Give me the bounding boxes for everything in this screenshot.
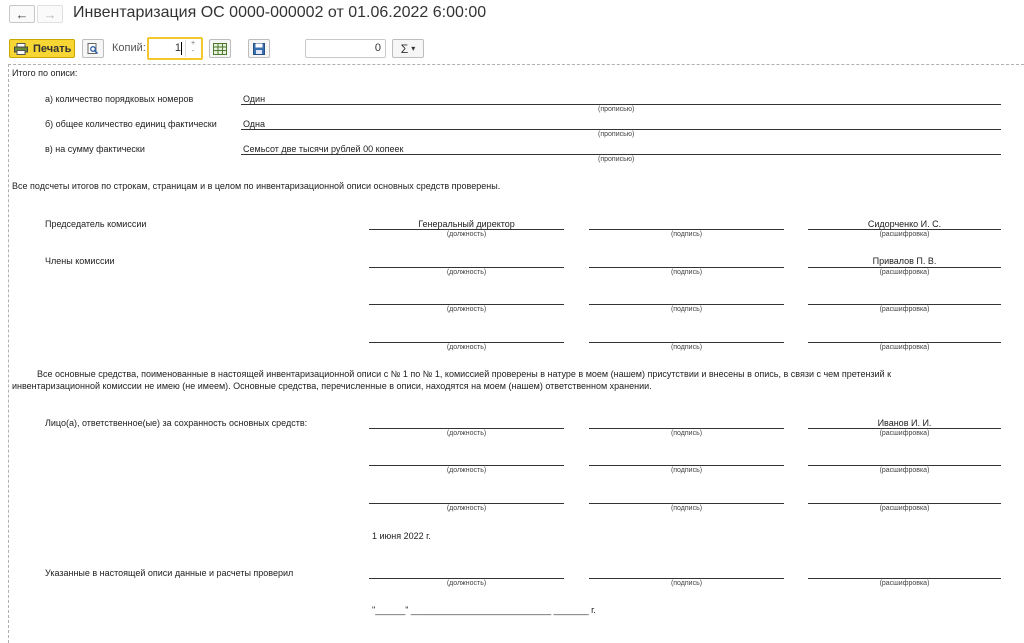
signature-line bbox=[589, 465, 784, 466]
position-caption: (должность) bbox=[446, 269, 487, 276]
signature-caption: (подпись) bbox=[670, 430, 703, 437]
print-button-label: Печать bbox=[33, 42, 72, 55]
save-button[interactable] bbox=[248, 39, 270, 58]
window-title: Инвентаризация ОС 0000-000002 от 01.06.2022 6:00:00 bbox=[73, 4, 487, 21]
document-area bbox=[8, 64, 1024, 643]
decoding-caption: (расшифровка) bbox=[879, 344, 930, 351]
copies-stepper[interactable] bbox=[185, 40, 200, 57]
row-b-caption: (прописью) bbox=[598, 131, 635, 138]
member-1-name: Привалов П. В. bbox=[872, 256, 937, 266]
row-c-line bbox=[241, 154, 1001, 155]
responsible-name: Иванов И. И. bbox=[877, 418, 932, 428]
decoding-line bbox=[808, 465, 1001, 466]
signature-line bbox=[589, 342, 784, 343]
signature-caption: (подпись) bbox=[670, 344, 703, 351]
signature-line bbox=[589, 267, 784, 268]
row-c-value: Семьсот две тысячи рублей 00 копеек bbox=[243, 144, 404, 154]
decoding-caption: (расшифровка) bbox=[879, 430, 930, 437]
decoding-caption: (расшифровка) bbox=[879, 505, 930, 512]
position-line bbox=[369, 578, 564, 579]
stepper-down-icon[interactable]: - bbox=[191, 48, 195, 55]
table-icon bbox=[213, 43, 227, 55]
decoding-caption: (расшифровка) bbox=[879, 580, 930, 587]
verified-label: Указанные в настоящей описи данные и расчеты проверил bbox=[45, 568, 294, 578]
position-caption: (должность) bbox=[446, 344, 487, 351]
row-c-label: в) на сумму фактически bbox=[45, 144, 145, 154]
copies-value: 1 bbox=[174, 42, 181, 54]
row-a-value: Один bbox=[243, 94, 266, 104]
decoding-caption: (расшифровка) bbox=[879, 231, 930, 238]
print-button[interactable] bbox=[9, 39, 75, 58]
row-b-line bbox=[241, 129, 1001, 130]
signature-caption: (подпись) bbox=[670, 231, 703, 238]
preview-icon bbox=[87, 43, 99, 55]
sum-button[interactable] bbox=[392, 39, 424, 58]
decoding-line bbox=[808, 578, 1001, 579]
row-a-caption: (прописью) bbox=[598, 106, 635, 113]
arrow-right-icon: → bbox=[43, 6, 57, 22]
signature-line bbox=[589, 304, 784, 305]
copies-cursor bbox=[181, 42, 182, 55]
decoding-caption: (расшифровка) bbox=[879, 467, 930, 474]
position-caption: (должность) bbox=[446, 306, 487, 313]
position-line bbox=[369, 428, 564, 429]
signature-caption: (подпись) bbox=[670, 580, 703, 587]
chairman-position: Генеральный директор bbox=[418, 219, 515, 229]
back-button[interactable] bbox=[9, 5, 35, 23]
signature-line bbox=[589, 229, 784, 230]
position-caption: (должность) bbox=[446, 430, 487, 437]
position-line bbox=[369, 503, 564, 504]
date-blank: "______" ____________________________ _______ г. bbox=[372, 605, 596, 615]
document-date: 1 июня 2022 г. bbox=[372, 531, 431, 541]
row-c-caption: (прописью) bbox=[598, 156, 635, 163]
printer-icon bbox=[14, 43, 28, 55]
position-line bbox=[369, 304, 564, 305]
signature-line bbox=[589, 428, 784, 429]
signature-caption: (подпись) bbox=[670, 306, 703, 313]
row-a-label: а) количество порядковых номеров bbox=[45, 94, 194, 104]
position-caption: (должность) bbox=[446, 467, 487, 474]
chairman-label: Председатель комиссии bbox=[45, 219, 147, 229]
decoding-caption: (расшифровка) bbox=[879, 306, 930, 313]
sum-field[interactable]: 0 bbox=[305, 39, 386, 58]
decoding-line bbox=[808, 229, 1001, 230]
copies-label: Копий: bbox=[112, 42, 146, 54]
position-caption: (должность) bbox=[446, 580, 487, 587]
position-caption: (должность) bbox=[446, 231, 487, 238]
stepper-up-icon[interactable]: + bbox=[190, 40, 196, 47]
signature-line bbox=[589, 503, 784, 504]
totals-heading: Итого по описи: bbox=[12, 68, 78, 78]
row-a-line bbox=[241, 104, 1001, 105]
decoding-caption: (расшифровка) bbox=[879, 269, 930, 276]
position-line bbox=[369, 229, 564, 230]
position-line bbox=[369, 465, 564, 466]
statement-line-1: Все основные средства, поименованные в настоящей инвентаризационной описи с № 1 по № 1, комиссией проверены в натуре в моем (нашем) присутствии и внесены в опись, в связи с чем претензий к bbox=[37, 369, 892, 379]
table-view-button[interactable] bbox=[209, 39, 231, 58]
signature-caption: (подпись) bbox=[670, 269, 703, 276]
members-label: Члены комиссии bbox=[45, 256, 115, 266]
position-line bbox=[369, 342, 564, 343]
checked-statement: Все подсчеты итогов по строкам, страницам и в целом по инвентаризационной описи основных средств проверены. bbox=[12, 181, 501, 191]
decoding-line bbox=[808, 267, 1001, 268]
position-line bbox=[369, 267, 564, 268]
floppy-icon bbox=[253, 43, 265, 55]
decoding-line bbox=[808, 304, 1001, 305]
row-b-value: Одна bbox=[243, 119, 266, 129]
row-b-label: б) общее количество единиц фактически bbox=[45, 119, 217, 129]
arrow-left-icon: ← bbox=[15, 6, 29, 22]
signature-caption: (подпись) bbox=[670, 505, 703, 512]
chevron-down-icon: ▾ bbox=[411, 44, 416, 53]
copies-input[interactable] bbox=[147, 37, 203, 60]
decoding-line bbox=[808, 428, 1001, 429]
preview-button[interactable] bbox=[82, 39, 104, 58]
responsible-label: Лицо(а), ответственное(ые) за сохранность основных средств: bbox=[45, 418, 308, 428]
sigma-icon: Σ bbox=[400, 41, 409, 56]
chairman-name: Сидорченко И. С. bbox=[867, 219, 942, 229]
signature-line bbox=[589, 578, 784, 579]
forward-button[interactable] bbox=[37, 5, 63, 23]
decoding-line bbox=[808, 342, 1001, 343]
signature-caption: (подпись) bbox=[670, 467, 703, 474]
decoding-line bbox=[808, 503, 1001, 504]
statement-line-2: инвентаризационной комиссии не имею (не имеем). Основные средства, перечисленные в описи, находятся на моем (нашем) ответственном хранении. bbox=[12, 381, 652, 391]
position-caption: (должность) bbox=[446, 505, 487, 512]
